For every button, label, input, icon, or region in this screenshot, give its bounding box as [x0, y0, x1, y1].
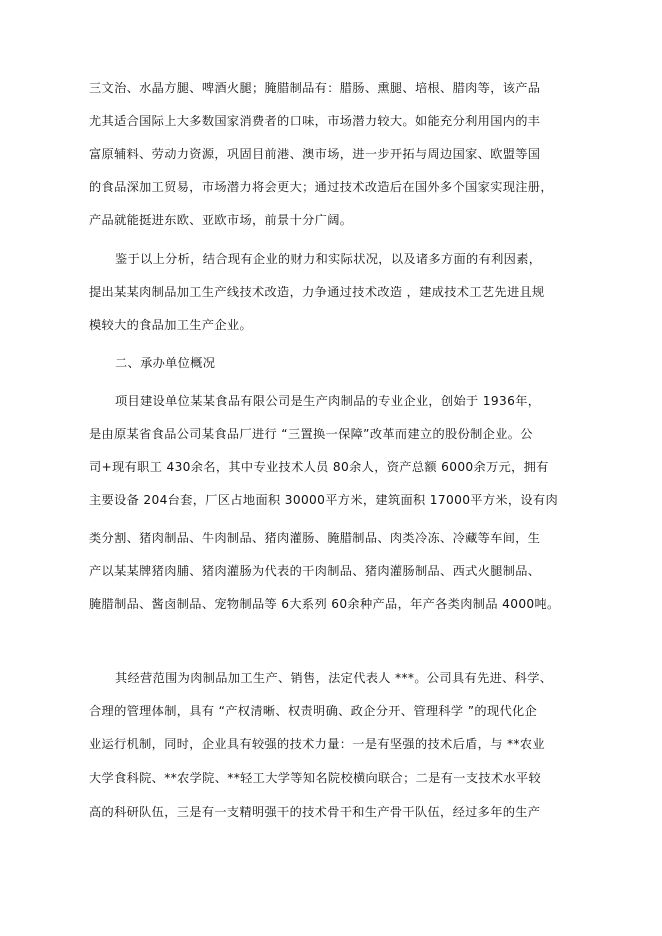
text-line: 大学食科院、**农学院、**轻工大学等知名院校横向联合；二是有一支技术水平较	[89, 771, 542, 785]
text-line: 高的科研队伍，三是有一支精明强干的技术骨干和生产骨干队伍，经过多年的生产	[89, 805, 541, 819]
text-line: 三文治、水晶方腿、啤酒火腿；腌腊制品有：腊肠、熏腿、培根、腊肉等，该产品	[89, 81, 541, 95]
text-line: 是由原某省食品公司某食品厂进行 “三置换一保障”改革而建立的股份制企业。公	[89, 427, 533, 441]
text-line: 合理的管理体制，具有 “产权清晰、权责明确、政企分开、管理科学 ”的现代化企	[89, 704, 538, 718]
text-line: 模较大的食品加工生产企业。	[89, 318, 252, 332]
text-line: 的食品深加工贸易，市场潜力将会更大；通过技术改造后在国外多个国家实现注册，	[89, 180, 553, 194]
section-heading: 二、承办单位概况	[115, 356, 216, 370]
text-line: 司+现有职工 430余名，其中专业技术人员 80余人，资产总额 6000余万元，拥有	[89, 460, 549, 474]
text-line: 业运行机制，同时，企业具有较强的技术力量：一是有坚强的技术后盾，与 **农业	[89, 737, 545, 751]
text-line: 类分割、猪肉制品、牛肉制品、猪肉灌肠、腌腊制品、肉类冷冻、冷藏等车间，生	[89, 531, 541, 545]
paragraph-first-line: 鉴于以上分析，结合现有企业的财力和实际状况，以及诸多方面的有利因素，	[115, 252, 542, 266]
text-line: 提出某某肉制品加工生产线技术改造，力争通过技术改造 ，建成技术工艺先进且规	[89, 285, 545, 299]
text-line: 富原辅料、劳动力资源，巩固目前港、澳市场，进一步开拓与周边国家、欧盟等国	[89, 147, 541, 161]
text-line: 产品就能挺进东欧、亚欧市场，前景十分广阔。	[89, 213, 353, 227]
text-line: 主要设备 204台套，厂区占地面积 30000平方米，建筑面积 17000平方米，设有肉	[89, 493, 559, 507]
text-line: 产以某某牌猪肉脯、猪肉灌肠为代表的干肉制品、猪肉灌肠制品、西式火腿制品、	[89, 564, 541, 578]
text-line: 腌腊制品、酱卤制品、宠物制品等 6大系列 60余种产品，年产各类肉制品 4000吨。	[89, 597, 560, 611]
paragraph-first-line: 项目建设单位某某食品有限公司是生产肉制品的专业企业，创始于 1936年，	[115, 394, 541, 408]
paragraph-first-line: 其经营范围为肉制品加工生产、销售，法定代表人 ***。公司具有先进、科学、	[115, 671, 553, 685]
text-line: 尤其适合国际上大多数国家消费者的口味，市场潜力较大。如能充分利用国内的丰	[89, 114, 541, 128]
